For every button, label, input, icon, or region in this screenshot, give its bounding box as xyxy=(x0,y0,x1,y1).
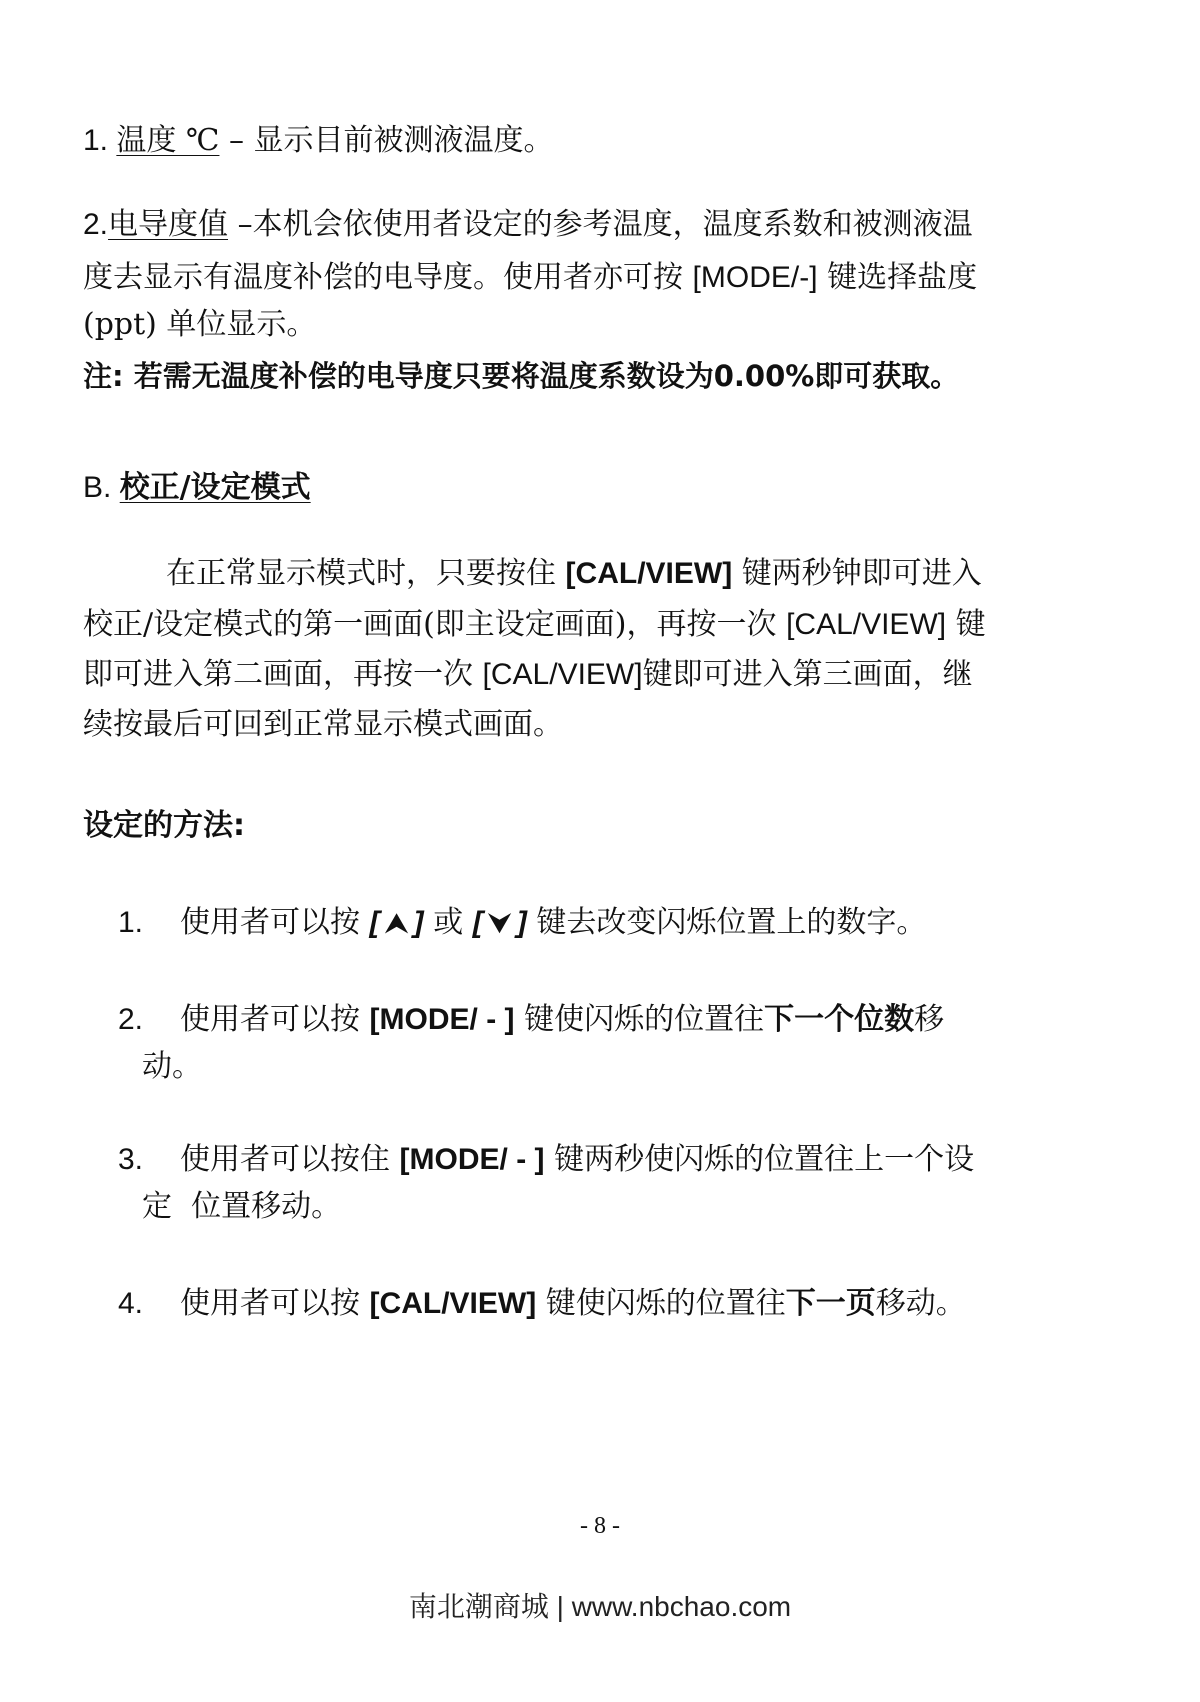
section-letter: B. xyxy=(83,471,120,504)
step-1 xyxy=(118,903,926,944)
down-arrow-icon: ⮟ xyxy=(488,909,511,939)
up-arrow-icon: ⮝ xyxy=(385,909,408,939)
down-key xyxy=(473,906,527,939)
cal-view-key-label: [CAL/VIEW] xyxy=(786,608,947,641)
text-span: 键选择盐度 xyxy=(817,260,978,295)
up-key xyxy=(370,906,424,939)
cal-view-key-label: [CAL/VIEW] xyxy=(369,1287,537,1320)
text-span: 使用者可以按住 xyxy=(180,1142,400,1177)
item-title: 温度 ℃ xyxy=(116,123,220,158)
step-number: 4. xyxy=(118,1287,144,1320)
text-span: 使用者可以按 xyxy=(180,905,370,940)
paragraph-line-4: 续按最后可回到正常显示模式画面。 xyxy=(83,707,563,742)
step-number: 2. xyxy=(118,1003,144,1036)
step-number: 3. xyxy=(118,1143,144,1176)
item-description: –本机会依使用者设定的参考温度，温度系数和被测液温 xyxy=(228,207,973,242)
item-temperature xyxy=(83,121,554,161)
step-2 xyxy=(118,1000,944,1040)
section-title: 校正/设定模式 xyxy=(119,470,311,505)
text-span: 键去改变闪烁位置上的数字。 xyxy=(526,905,927,940)
page-number: - 8 - xyxy=(580,1513,620,1539)
text-span: 或 xyxy=(423,905,473,940)
text-span: 键两秒使闪烁的位置往上一个设 xyxy=(544,1142,975,1177)
step-2-continuation: 动。 xyxy=(142,1049,202,1084)
item-number: 2. xyxy=(83,208,109,241)
section-heading xyxy=(83,468,311,508)
text-span: 使用者可以按 xyxy=(180,1286,370,1321)
text-span: 键使闪烁的位置往 xyxy=(514,1002,765,1037)
bracket: ] xyxy=(516,906,527,939)
emphasis: 下一个位数 xyxy=(764,1002,915,1037)
step-3 xyxy=(118,1140,974,1180)
item-number: 1. xyxy=(83,124,117,157)
text-span: 移动。 xyxy=(875,1286,966,1321)
text-span: 在正常显示模式时，只要按住 xyxy=(166,556,566,591)
cal-view-key-label: [CAL/VIEW] xyxy=(482,658,643,691)
item-title: 电导度值 xyxy=(108,207,229,242)
text-span: 键使闪烁的位置往 xyxy=(536,1286,786,1321)
text-span: 使用者可以按 xyxy=(180,1002,370,1037)
text-span: 键即可进入第三画面，继 xyxy=(642,657,973,692)
mode-key-label: [MODE/ - ] xyxy=(399,1143,545,1176)
bracket: ] xyxy=(413,906,424,939)
text-span: 移 xyxy=(914,1002,945,1037)
emphasis: 下一页 xyxy=(785,1286,876,1321)
paragraph-line-1 xyxy=(166,554,982,594)
text-span: 即可进入第二画面，再按一次 xyxy=(83,657,483,692)
item-conductivity xyxy=(83,205,973,245)
paragraph-line-2 xyxy=(83,605,986,645)
text-span: 键两秒钟即可进入 xyxy=(732,556,982,591)
text-span: 键 xyxy=(946,607,986,642)
bracket: [ xyxy=(369,906,380,939)
paragraph-line-3 xyxy=(83,655,973,695)
step-number: 1. xyxy=(118,906,144,939)
note: 注: 若需无温度补偿的电导度只要将温度系数设为0.00%即可获取。 xyxy=(83,359,960,393)
step-4 xyxy=(118,1284,966,1324)
footer-watermark: 南北潮商城 | www.nbchao.com xyxy=(408,1591,792,1622)
mode-key-label: [MODE/ - ] xyxy=(369,1003,515,1036)
text-span: 度去显示有温度补偿的电导度。使用者亦可按 xyxy=(83,260,693,295)
item-description: – 显示目前被测液温度。 xyxy=(219,123,554,158)
method-heading: 设定的方法: xyxy=(83,808,245,843)
item-conductivity-line2 xyxy=(83,258,977,298)
text-span: 校正/设定模式的第一画面(即主设定画面)，再按一次 xyxy=(83,607,787,642)
step-3-continuation: 定 位置移动。 xyxy=(142,1189,342,1224)
mode-key-label: [MODE/-] xyxy=(692,261,818,294)
bracket: [ xyxy=(472,906,483,939)
cal-view-key-label: [CAL/VIEW] xyxy=(565,557,733,590)
item-conductivity-line3: (ppt) 单位显示。 xyxy=(83,307,317,342)
